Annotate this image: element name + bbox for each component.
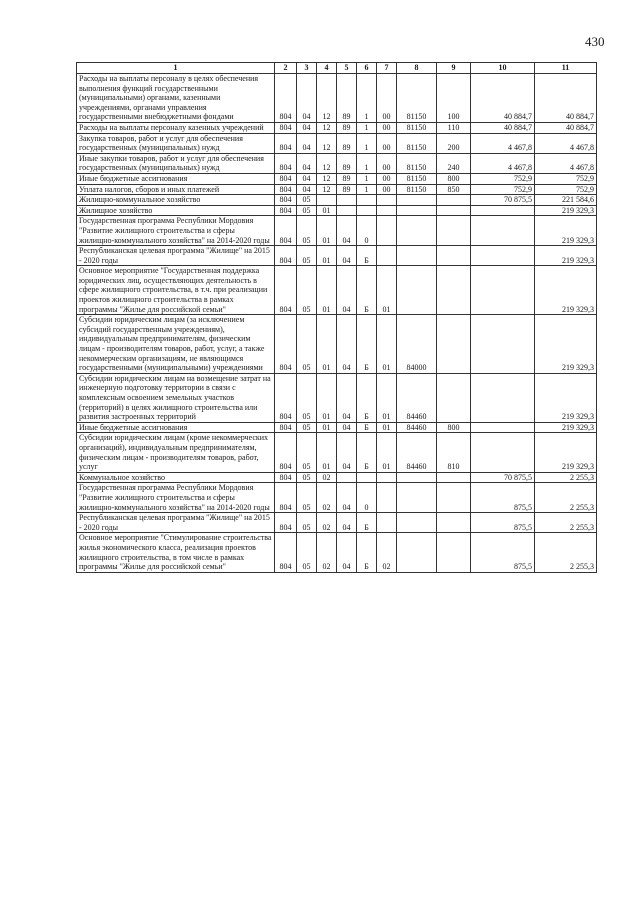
cell-c10: 40 884,7 xyxy=(471,74,535,123)
cell-c2: 804 xyxy=(275,513,297,533)
cell-c11: 40 884,7 xyxy=(535,122,597,133)
cell-c2: 804 xyxy=(275,74,297,123)
cell-c2: 804 xyxy=(275,422,297,433)
cell-c3: 04 xyxy=(297,153,317,173)
table-row xyxy=(77,315,597,374)
cell-c6: 0 xyxy=(357,216,377,246)
cell-c4: 01 xyxy=(317,315,337,374)
cell-c9 xyxy=(437,513,471,533)
cell-c11: 221 584,6 xyxy=(535,195,597,206)
cell-c3: 05 xyxy=(297,472,317,483)
cell-c8: 84460 xyxy=(397,422,437,433)
cell-c9: 110 xyxy=(437,122,471,133)
cell-c3: 05 xyxy=(297,373,317,422)
cell-c9 xyxy=(437,246,471,266)
cell-c3: 05 xyxy=(297,422,317,433)
cell-c8: 81150 xyxy=(397,133,437,153)
cell-c8 xyxy=(397,216,437,246)
cell-c10: 40 884,7 xyxy=(471,122,535,133)
cell-c2: 804 xyxy=(275,483,297,513)
row-name: Республиканская целевая программа "Жилище" на 2015 - 2020 годы xyxy=(77,513,275,533)
cell-c8 xyxy=(397,195,437,206)
cell-c7 xyxy=(377,483,397,513)
cell-c9 xyxy=(437,195,471,206)
column-header: 2 xyxy=(275,63,297,74)
cell-c4: 02 xyxy=(317,472,337,483)
cell-c10: 875,5 xyxy=(471,533,535,572)
table-row xyxy=(77,513,597,533)
cell-c6: 0 xyxy=(357,483,377,513)
row-name: Коммунальное хозяйство xyxy=(77,472,275,483)
cell-c3: 05 xyxy=(297,483,317,513)
budget-table xyxy=(76,62,597,573)
cell-c5: 04 xyxy=(337,373,357,422)
cell-c4: 01 xyxy=(317,205,337,216)
cell-c11: 2 255,3 xyxy=(535,472,597,483)
row-name: Государственная программа Республики Мордовия "Развитие жилищного строительства и сферы жилищно-коммунального хозяйства" на 2014-2020 годы xyxy=(77,483,275,513)
cell-c10: 4 467,8 xyxy=(471,133,535,153)
table-row xyxy=(77,246,597,266)
cell-c2: 804 xyxy=(275,533,297,572)
table-row xyxy=(77,266,597,315)
cell-c9 xyxy=(437,533,471,572)
cell-c9: 850 xyxy=(437,184,471,195)
cell-c10 xyxy=(471,205,535,216)
cell-c7: 00 xyxy=(377,133,397,153)
cell-c11: 752,9 xyxy=(535,184,597,195)
table-row xyxy=(77,153,597,173)
cell-c9 xyxy=(437,472,471,483)
cell-c9: 810 xyxy=(437,433,471,472)
row-name: Субсидии юридическим лицам (кроме некоммерческих организаций), индивидуальным предпринимателям, физическим лицам - производителям товаров, работ, услуг xyxy=(77,433,275,472)
cell-c8 xyxy=(397,483,437,513)
cell-c4: 02 xyxy=(317,483,337,513)
cell-c7: 01 xyxy=(377,315,397,374)
table-header-row xyxy=(77,63,597,74)
cell-c3: 04 xyxy=(297,122,317,133)
cell-c8: 84000 xyxy=(397,315,437,374)
cell-c5 xyxy=(337,472,357,483)
cell-c3: 04 xyxy=(297,74,317,123)
column-header: 10 xyxy=(471,63,535,74)
cell-c9 xyxy=(437,205,471,216)
table-row xyxy=(77,173,597,184)
cell-c11: 219 329,3 xyxy=(535,216,597,246)
cell-c8 xyxy=(397,472,437,483)
cell-c5: 04 xyxy=(337,266,357,315)
cell-c11: 219 329,3 xyxy=(535,205,597,216)
cell-c2: 804 xyxy=(275,266,297,315)
cell-c8: 84460 xyxy=(397,373,437,422)
row-name: Основное мероприятие "Стимулирование строительства жилья экономического класса, реализация проектов жилищного строительства, в том числе в рамках программы "Жилье для российской семьи" xyxy=(77,533,275,572)
cell-c5 xyxy=(337,195,357,206)
table-row xyxy=(77,472,597,483)
cell-c5: 04 xyxy=(337,483,357,513)
cell-c8: 81150 xyxy=(397,173,437,184)
cell-c4: 01 xyxy=(317,266,337,315)
column-header: 5 xyxy=(337,63,357,74)
cell-c6: Б xyxy=(357,315,377,374)
cell-c10 xyxy=(471,216,535,246)
table-row xyxy=(77,74,597,123)
cell-c3: 05 xyxy=(297,315,317,374)
table-row xyxy=(77,195,597,206)
cell-c6: Б xyxy=(357,246,377,266)
row-name: Республиканская целевая программа "Жилище" на 2015 - 2020 годы xyxy=(77,246,275,266)
row-name: Иные закупки товаров, работ и услуг для обеспечения государственных (муниципальных) нужд xyxy=(77,153,275,173)
cell-c9 xyxy=(437,483,471,513)
cell-c3: 04 xyxy=(297,184,317,195)
table-row xyxy=(77,184,597,195)
cell-c8 xyxy=(397,533,437,572)
cell-c4: 01 xyxy=(317,422,337,433)
cell-c2: 804 xyxy=(275,373,297,422)
column-header: 9 xyxy=(437,63,471,74)
cell-c11: 219 329,3 xyxy=(535,246,597,266)
cell-c2: 804 xyxy=(275,433,297,472)
row-name: Иные бюджетные ассигнования xyxy=(77,173,275,184)
cell-c9 xyxy=(437,266,471,315)
column-header: 3 xyxy=(297,63,317,74)
cell-c11: 219 329,3 xyxy=(535,433,597,472)
cell-c3: 05 xyxy=(297,533,317,572)
cell-c10 xyxy=(471,246,535,266)
cell-c5: 89 xyxy=(337,184,357,195)
cell-c10: 70 875,5 xyxy=(471,195,535,206)
cell-c4: 01 xyxy=(317,246,337,266)
cell-c6: 1 xyxy=(357,173,377,184)
cell-c6 xyxy=(357,195,377,206)
page-number: 430 xyxy=(585,34,605,49)
cell-c2: 804 xyxy=(275,205,297,216)
table-row xyxy=(77,216,597,246)
column-header: 11 xyxy=(535,63,597,74)
cell-c8 xyxy=(397,246,437,266)
cell-c6 xyxy=(357,472,377,483)
cell-c11: 2 255,3 xyxy=(535,513,597,533)
cell-c3: 05 xyxy=(297,433,317,472)
cell-c9 xyxy=(437,216,471,246)
row-name: Иные бюджетные ассигнования xyxy=(77,422,275,433)
cell-c4 xyxy=(317,195,337,206)
cell-c6: 1 xyxy=(357,74,377,123)
cell-c10: 70 875,5 xyxy=(471,472,535,483)
cell-c7: 00 xyxy=(377,74,397,123)
cell-c5: 04 xyxy=(337,246,357,266)
cell-c11: 4 467,8 xyxy=(535,153,597,173)
cell-c10 xyxy=(471,422,535,433)
table-row xyxy=(77,433,597,472)
cell-c6: 1 xyxy=(357,122,377,133)
row-name: Субсидии юридическим лицам на возмещение затрат на инженерную подготовку территории в связи с комплексным освоением земельных участков (территорий) в целях жилищного строительства или развития застроенных территорий xyxy=(77,373,275,422)
cell-c10 xyxy=(471,315,535,374)
cell-c4: 12 xyxy=(317,173,337,184)
column-header: 1 xyxy=(77,63,275,74)
table-row xyxy=(77,122,597,133)
cell-c7 xyxy=(377,205,397,216)
cell-c7 xyxy=(377,195,397,206)
cell-c7: 01 xyxy=(377,373,397,422)
cell-c7 xyxy=(377,246,397,266)
row-name: Расходы на выплаты персоналу в целях обеспечения выполнения функций государственными (муниципальными) органами, казенными учреждениями, органами управления государственными внебюджетными фондами xyxy=(77,74,275,123)
cell-c6: Б xyxy=(357,266,377,315)
cell-c11: 2 255,3 xyxy=(535,533,597,572)
cell-c11: 219 329,3 xyxy=(535,422,597,433)
cell-c9 xyxy=(437,373,471,422)
cell-c2: 804 xyxy=(275,153,297,173)
cell-c5: 89 xyxy=(337,74,357,123)
cell-c3: 05 xyxy=(297,266,317,315)
cell-c4: 12 xyxy=(317,133,337,153)
cell-c11: 4 467,8 xyxy=(535,133,597,153)
cell-c4: 01 xyxy=(317,433,337,472)
column-header: 4 xyxy=(317,63,337,74)
cell-c2: 804 xyxy=(275,184,297,195)
cell-c11: 219 329,3 xyxy=(535,315,597,374)
cell-c10: 875,5 xyxy=(471,483,535,513)
cell-c6: 1 xyxy=(357,133,377,153)
cell-c10: 752,9 xyxy=(471,173,535,184)
cell-c5: 04 xyxy=(337,433,357,472)
cell-c9: 100 xyxy=(437,74,471,123)
cell-c11: 219 329,3 xyxy=(535,373,597,422)
cell-c6: 1 xyxy=(357,153,377,173)
cell-c10 xyxy=(471,433,535,472)
table-body xyxy=(77,74,597,573)
row-name: Уплата налогов, сборов и иных платежей xyxy=(77,184,275,195)
cell-c7: 02 xyxy=(377,533,397,572)
cell-c5: 89 xyxy=(337,122,357,133)
cell-c8 xyxy=(397,513,437,533)
cell-c4: 01 xyxy=(317,216,337,246)
cell-c5 xyxy=(337,205,357,216)
cell-c5: 89 xyxy=(337,173,357,184)
column-header: 8 xyxy=(397,63,437,74)
cell-c4: 02 xyxy=(317,533,337,572)
row-name: Жилищное хозяйство xyxy=(77,205,275,216)
row-name: Закупка товаров, работ и услуг для обеспечения государственных (муниципальных) нужд xyxy=(77,133,275,153)
cell-c8: 84460 xyxy=(397,433,437,472)
cell-c7: 00 xyxy=(377,173,397,184)
cell-c7: 01 xyxy=(377,433,397,472)
cell-c9: 800 xyxy=(437,422,471,433)
cell-c10: 4 467,8 xyxy=(471,153,535,173)
cell-c7 xyxy=(377,472,397,483)
cell-c6: Б xyxy=(357,533,377,572)
cell-c8: 81150 xyxy=(397,153,437,173)
cell-c3: 05 xyxy=(297,216,317,246)
cell-c2: 804 xyxy=(275,246,297,266)
row-name: Субсидии юридическим лицам (за исключением субсидий государственным учреждениям), индивидуальным предпринимателям, физическим лицам - производителям товаров, работ, услуг, а также некоммерческим организациям, не являющимся государственными (муниципальными) учреждениями xyxy=(77,315,275,374)
cell-c7 xyxy=(377,216,397,246)
cell-c4: 12 xyxy=(317,153,337,173)
cell-c8: 81150 xyxy=(397,184,437,195)
table-row xyxy=(77,373,597,422)
cell-c6: Б xyxy=(357,433,377,472)
table-row xyxy=(77,533,597,572)
cell-c2: 804 xyxy=(275,315,297,374)
cell-c5: 89 xyxy=(337,133,357,153)
cell-c5: 04 xyxy=(337,315,357,374)
cell-c3: 05 xyxy=(297,246,317,266)
cell-c9: 800 xyxy=(437,173,471,184)
cell-c8 xyxy=(397,205,437,216)
cell-c6: 1 xyxy=(357,184,377,195)
cell-c7 xyxy=(377,513,397,533)
row-name: Жилищно-коммунальное хозяйство xyxy=(77,195,275,206)
cell-c5: 04 xyxy=(337,422,357,433)
cell-c6 xyxy=(357,205,377,216)
row-name: Расходы на выплаты персоналу казенных учреждений xyxy=(77,122,275,133)
cell-c10: 875,5 xyxy=(471,513,535,533)
cell-c5: 89 xyxy=(337,153,357,173)
cell-c9: 240 xyxy=(437,153,471,173)
row-name: Государственная программа Республики Мордовия "Развитие жилищного строительства и сферы жилищно-коммунального хозяйства" на 2014-2020 годы xyxy=(77,216,275,246)
cell-c3: 04 xyxy=(297,173,317,184)
cell-c2: 804 xyxy=(275,173,297,184)
cell-c4: 12 xyxy=(317,122,337,133)
column-header: 6 xyxy=(357,63,377,74)
cell-c8: 81150 xyxy=(397,122,437,133)
cell-c9: 200 xyxy=(437,133,471,153)
table-row xyxy=(77,133,597,153)
cell-c3: 05 xyxy=(297,205,317,216)
cell-c6: Б xyxy=(357,373,377,422)
cell-c5: 04 xyxy=(337,513,357,533)
cell-c10: 752,9 xyxy=(471,184,535,195)
cell-c2: 804 xyxy=(275,195,297,206)
table-row xyxy=(77,422,597,433)
cell-c6: Б xyxy=(357,422,377,433)
cell-c4: 12 xyxy=(317,184,337,195)
cell-c10 xyxy=(471,266,535,315)
cell-c11: 219 329,3 xyxy=(535,266,597,315)
column-header: 7 xyxy=(377,63,397,74)
cell-c7: 00 xyxy=(377,153,397,173)
cell-c7: 00 xyxy=(377,184,397,195)
cell-c7: 00 xyxy=(377,122,397,133)
cell-c5: 04 xyxy=(337,533,357,572)
cell-c4: 12 xyxy=(317,74,337,123)
cell-c2: 804 xyxy=(275,133,297,153)
row-name: Основное мероприятие "Государственная поддержка юридических лиц, осуществляющих деятельность в сфере жилищного строительства, в т.ч. при реализации проектов жилищного строительства в рамках программы "Жилье для российской семьи" xyxy=(77,266,275,315)
cell-c11: 40 884,7 xyxy=(535,74,597,123)
cell-c2: 804 xyxy=(275,216,297,246)
cell-c8: 81150 xyxy=(397,74,437,123)
cell-c7: 01 xyxy=(377,422,397,433)
cell-c6: Б xyxy=(357,513,377,533)
cell-c3: 05 xyxy=(297,195,317,206)
cell-c10 xyxy=(471,373,535,422)
cell-c2: 804 xyxy=(275,122,297,133)
cell-c2: 804 xyxy=(275,472,297,483)
table-row xyxy=(77,205,597,216)
cell-c3: 05 xyxy=(297,513,317,533)
cell-c11: 752,9 xyxy=(535,173,597,184)
cell-c4: 02 xyxy=(317,513,337,533)
cell-c5: 04 xyxy=(337,216,357,246)
table-row xyxy=(77,483,597,513)
cell-c9 xyxy=(437,315,471,374)
cell-c8 xyxy=(397,266,437,315)
cell-c3: 04 xyxy=(297,133,317,153)
cell-c11: 2 255,3 xyxy=(535,483,597,513)
cell-c7: 01 xyxy=(377,266,397,315)
cell-c4: 01 xyxy=(317,373,337,422)
